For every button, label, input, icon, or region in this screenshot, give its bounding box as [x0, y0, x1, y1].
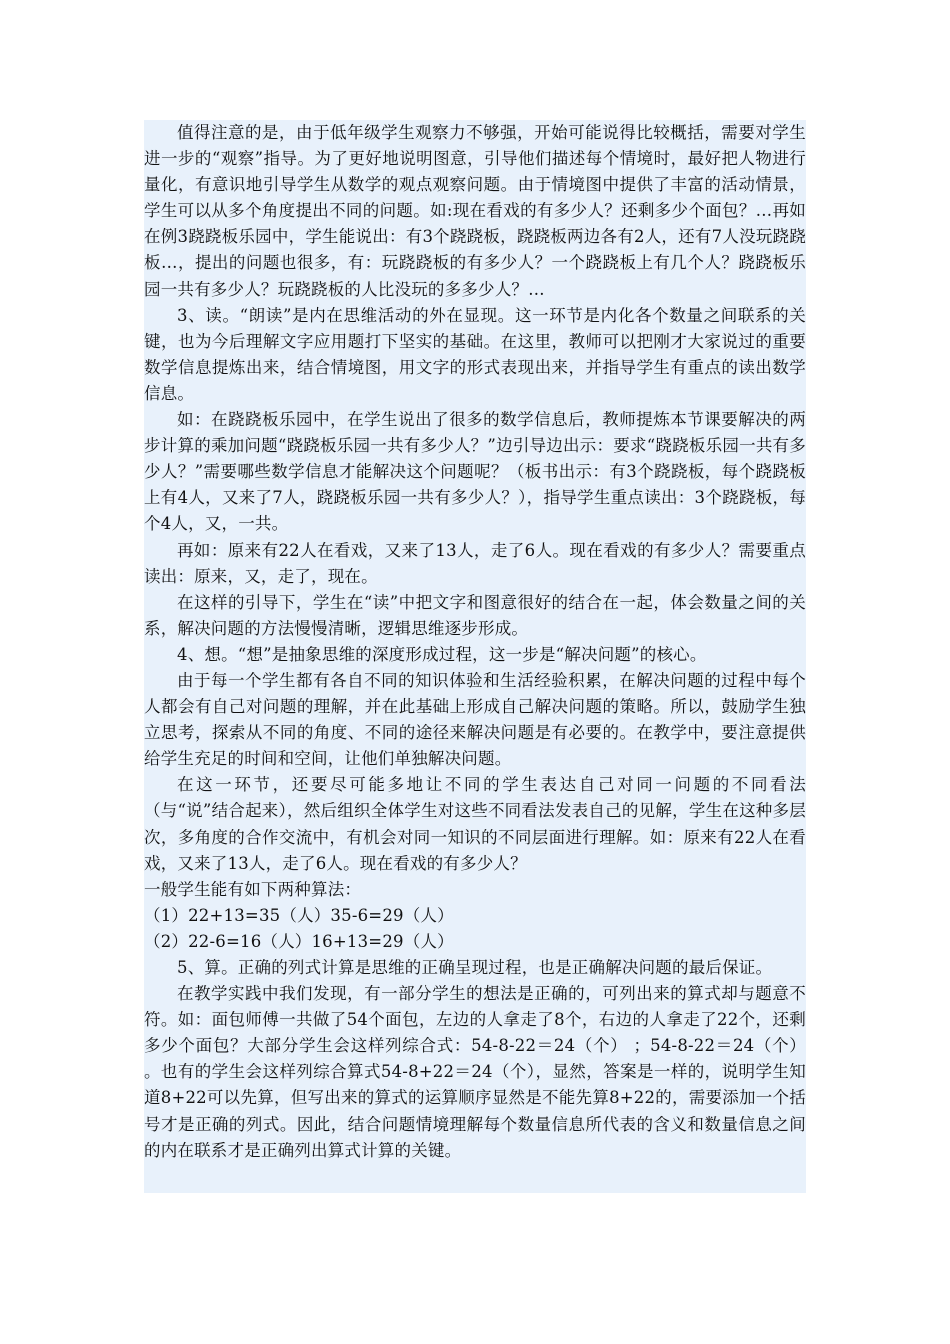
paragraph-read-summary: 在这样的引导下，学生在“读”中把文字和图意很好的结合在一起，体会数量之间的关系，解决问题的方法慢慢清晰，逻辑思维逐步形成。 [144, 592, 806, 638]
paragraph-two-methods-intro: 一般学生能有如下两种算法： [144, 879, 362, 899]
text-block [144, 120, 806, 1193]
paragraph-method-2: （2）22-6=16（人）16+13=29（人） [144, 931, 454, 951]
paragraph-theater-example: 再如：原来有22人在看戏，又来了13人，走了6人。现在看戏的有多少人？需要重点读出：原来，又，走了，现在。 [144, 540, 806, 586]
paragraph-bread-example: 在教学实践中我们发现，有一部分学生的想法是正确的，可列出来的算式却与题意不符。如：面包师傅一共做了54个面包，左边的人拿走了8个，右边的人拿走了22个，还剩多少个面包？大部分学生会这样列综合式：54-8-22＝24（个） ；54-8-22＝24（个） 。也有的学生会这样列综合算式54-8+22＝24（个），显然，答案是一样的，说明学生知道8+22可以先算，但写出来的算式的运算顺序显然是不能先算8+22的，需要添加一个括号才是正确的列式。因此，结合问题情境理解每个数量信息所代表的含义和数量信息之间的内在联系才是正确列出算式计算的关键。 [144, 984, 806, 1160]
paragraph-independent-thinking: 由于每一个学生都有各自不同的知识体验和生活经验积累，在解决问题的过程中每个人都会有自己对问题的理解，并在此基础上形成自己解决问题的策略。所以，鼓励学生独立思考，探索从不同的角度、不同的途径来解决问题是有必要的。在教学中，要注意提供给学生充足的时间和空间，让他们单独解决问题。 [144, 670, 806, 769]
paragraph-step4-think: 4、想。“想”是抽象思维的深度形成过程，这一步是“解决问题”的核心。 [177, 644, 707, 664]
paragraph-different-views: 在这一环节，还要尽可能多地让不同的学生表达自己对同一问题的不同看法（与“说”结合起来），然后组织全体学生对这些不同看法发表自己的见解，学生在这种多层次，多角度的合作交流中，有机会对同一知识的不同层面进行理解。如：原来有22人在看戏，又来了13人，走了6人。现在看戏的有多少人？ [144, 775, 806, 873]
paragraph-method-1: （1）22+13=35（人）35-6=29（人） [144, 905, 454, 925]
paragraph-step3-read: 3、读。“朗读”是内在思维活动的外在显现。这一环节是内化各个数量之间联系的关键，也为今后理解文字应用题打下坚实的基础。在这里，教师可以把刚才大家说过的重要数学信息提炼出来，结合情境图，用文字的形式表现出来，并指导学生有重点的读出数学信息。 [144, 305, 806, 403]
paragraph-seesaw-example: 如：在跷跷板乐园中，在学生说出了很多的数学信息后，教师提炼本节课要解决的两步计算的乘加问题“跷跷板乐园一共有多少人？”边引导边出示：要求“跷跷板乐园一共有多少人？”需要哪些数学信息才能解决这个问题呢？（板书出示：有3个跷跷板，每个跷跷板上有4人，又来了7人，跷跷板乐园一共有多少人？），指导学生重点读出：3个跷跷板，每个4人，又，一共。 [144, 410, 806, 534]
paragraph-observe-guidance: 值得注意的是，由于低年级学生观察力不够强，开始可能说得比较概括，需要对学生进一步的“观察”指导。为了更好地说明图意，引导他们描述每个情境时，最好把人物进行量化，有意识地引导学生从数学的观点观察问题。由于情境图中提供了丰富的活动情景，学生可以从多个角度提出不同的问题。如:现在看戏的有多少人？还剩多少个面包？…再如在例3跷跷板乐园中，学生能说出：有3个跷跷板，跷跷板两边各有2人，还有7人没玩跷跷板…，提出的问题也很多，有：玩跷跷板的有多少人？一个跷跷板上有几个人？跷跷板乐园一共有多少人？玩跷跷板的人比没玩的多多少人？… [144, 123, 806, 299]
paragraph-step5-calculate: 5、算。正确的列式计算是思维的正确呈现过程，也是正确解决问题的最后保证。 [177, 958, 773, 977]
